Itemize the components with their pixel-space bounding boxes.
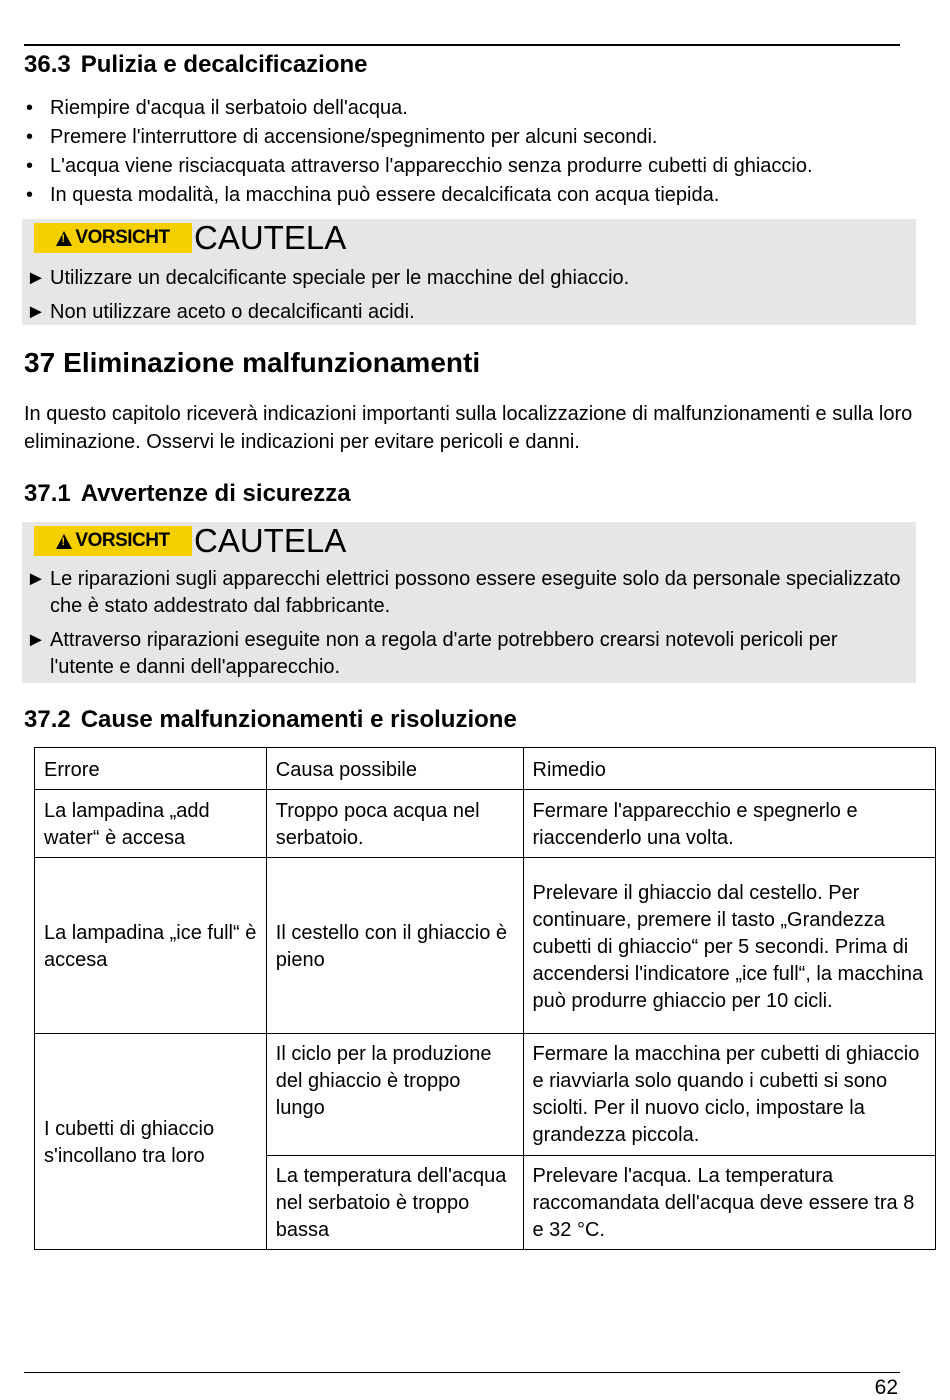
list-item-text: L'acqua viene risciacquata attraverso l'apparecchio senza produrre cubetti di ghiaccio. xyxy=(50,155,813,177)
caution-box xyxy=(22,522,916,683)
table-cell-remedy: Prelevare il ghiaccio dal cestello. Per continuare, premere il tasto „Grandezza cubetti di ghiaccio“ per 5 secondi. Prima di accendersi l'indicatore „ice full“, la macchina può produrre ghiaccio per 10 cicli. xyxy=(523,858,936,1034)
caution-box xyxy=(22,219,916,325)
caution-title: CAUTELA xyxy=(194,522,347,559)
table-cell-cause: Troppo poca acqua nel serbatoio. xyxy=(266,790,523,858)
section-heading-36-3 xyxy=(24,51,368,79)
footer-rule xyxy=(24,1372,900,1373)
warning-triangle-icon xyxy=(56,231,72,246)
column-header: Rimedio xyxy=(523,748,936,790)
caution-item-text: Attraverso riparazioni eseguite non a regola d'arte potrebbero crearsi notevoli pericoli per l'utente e danni dell'apparecchio. xyxy=(50,629,838,678)
table-cell-remedy: Fermare la macchina per cubetti di ghiaccio e riavviarla solo quando i cubetti si sono sciolti. Per il nuovo ciclo, impostare la grandezza piccola. xyxy=(523,1034,936,1156)
list-item xyxy=(24,152,904,181)
troubleshooting-table xyxy=(34,747,936,1250)
bullet-dot-icon: • xyxy=(26,184,34,206)
chapter-title: Eliminazione malfunzionamenti xyxy=(63,347,481,378)
column-header: Causa possibile xyxy=(266,748,523,790)
chapter-heading-37 xyxy=(24,347,480,379)
caution-item xyxy=(26,566,906,620)
bullet-dot-icon: • xyxy=(26,155,34,177)
table-row xyxy=(35,1034,936,1156)
list-item-text: In questa modalità, la macchina può essere decalcificata con acqua tiepida. xyxy=(50,184,720,206)
badge-label: VORSICHT xyxy=(75,530,170,551)
table-cell-error: La lampadina „add water“ è accesa xyxy=(35,790,267,858)
instruction-list xyxy=(24,94,904,210)
header-rule xyxy=(24,44,900,46)
vorsicht-badge xyxy=(34,526,192,556)
section-heading-37-2 xyxy=(24,706,517,734)
caution-item-text: Le riparazioni sugli apparecchi elettrici possono essere eseguite solo da personale specializzato che è stato addestrato dal fabbricante. xyxy=(50,568,901,617)
bullet-dot-icon: • xyxy=(26,97,34,119)
list-item xyxy=(24,181,904,210)
section-heading-37-1 xyxy=(24,480,351,508)
list-item-text: Riempire d'acqua il serbatoio dell'acqua. xyxy=(50,97,408,119)
right-arrow-icon: ► xyxy=(26,568,46,590)
table-row xyxy=(35,858,936,1034)
section-number: 36.3 xyxy=(24,51,71,78)
caution-item xyxy=(26,265,906,292)
table-cell-error: I cubetti di ghiaccio s'incollano tra loro xyxy=(35,1034,267,1250)
table-cell-error: La lampadina „ice full“ è accesa xyxy=(35,858,267,1034)
table-header-row xyxy=(35,748,936,790)
table-cell-cause: Il ciclo per la produzione del ghiaccio è troppo lungo xyxy=(266,1034,523,1156)
bullet-dot-icon: • xyxy=(26,126,34,148)
chapter-intro: In questo capitolo riceverà indicazioni importanti sulla localizzazione di malfunzionamenti e sulla loro eliminazione. Osservi le indicazioni per evitare pericoli e danni. xyxy=(24,403,913,453)
chapter-number: 37 xyxy=(24,347,56,378)
table-cell-cause: Il cestello con il ghiaccio è pieno xyxy=(266,858,523,1034)
section-title: Cause malfunzionamenti e risoluzione xyxy=(80,706,517,733)
list-item xyxy=(24,123,904,152)
section-number: 37.1 xyxy=(24,480,71,507)
right-arrow-icon: ► xyxy=(26,629,46,651)
badge-label: VORSICHT xyxy=(75,227,170,248)
vorsicht-badge xyxy=(34,223,192,253)
caution-item-text: Non utilizzare aceto o decalcificanti acidi. xyxy=(50,301,415,323)
section-number: 37.2 xyxy=(24,706,71,733)
caution-item-text: Utilizzare un decalcificante speciale per le macchine del ghiaccio. xyxy=(50,267,630,289)
caution-item xyxy=(26,299,906,326)
section-title: Pulizia e decalcificazione xyxy=(80,51,368,78)
table-cell-remedy: Prelevare l'acqua. La temperatura raccomandata dell'acqua deve essere tra 8 e 32 °C. xyxy=(523,1156,936,1250)
table-cell-remedy: Fermare l'apparecchio e spegnerlo e riaccenderlo una volta. xyxy=(523,790,936,858)
column-header: Errore xyxy=(35,748,267,790)
table-row xyxy=(35,790,936,858)
caution-item xyxy=(26,627,906,681)
list-item-text: Premere l'interruttore di accensione/spegnimento per alcuni secondi. xyxy=(50,126,658,148)
right-arrow-icon: ► xyxy=(26,267,46,289)
page-number: 62 xyxy=(874,1376,898,1399)
warning-triangle-icon xyxy=(56,534,72,549)
right-arrow-icon: ► xyxy=(26,301,46,323)
list-item xyxy=(24,94,904,123)
caution-title: CAUTELA xyxy=(194,219,347,256)
table-cell-cause: La temperatura dell'acqua nel serbatoio è troppo bassa xyxy=(266,1156,523,1250)
section-title: Avvertenze di sicurezza xyxy=(80,480,351,507)
